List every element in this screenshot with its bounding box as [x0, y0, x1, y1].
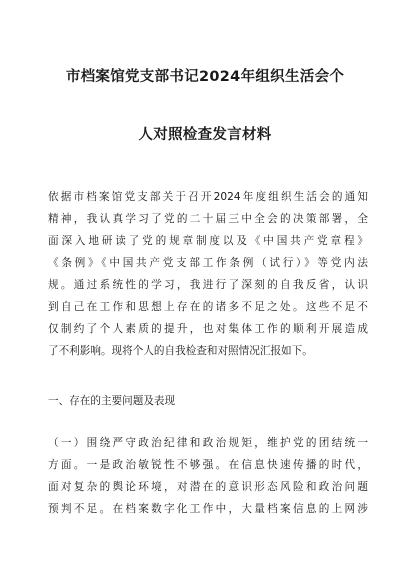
subsection-line: 面对复杂的舆论环境，对潜在的意识形态风险和政治问题: [48, 481, 368, 493]
subsection-line: 预判不足。在档案数字化工作中，大量档案信息的上网涉: [48, 503, 368, 515]
intro-line: 规。通过系统性的学习，我进行了深刻的自我反省，认识: [48, 279, 368, 291]
intro-line: 了不利影响。现将个人的自我检查和对照情况汇报如下。: [48, 345, 313, 357]
intro-line: 面深入地研读了党的规章制度以及《中国共产党章程》: [48, 235, 368, 247]
subsection-line: （一）围绕严守政治纪律和政治规矩，维护党的团结统一: [48, 437, 368, 449]
subsection-line: 方面。一是政治敏锐性不够强。在信息快速传播的时代，: [48, 459, 368, 471]
document-title-line-2: 人对照检查发言材料: [138, 127, 272, 143]
intro-line: 精神，我认真学习了党的二十届三中全会的决策部署，全: [48, 213, 368, 225]
subsection-paragraph: [48, 432, 368, 520]
document-title-line-1: 市档案馆党支部书记2024年组织生活会个: [65, 69, 345, 85]
intro-paragraph: [48, 186, 368, 362]
section-heading: 一、存在的主要问题及表现: [48, 395, 176, 407]
intro-line: 到自己在工作和思想上存在的诸多不足之处。这些不足不: [48, 301, 368, 313]
intro-line: 依据市档案馆党支部关于召开2024年度组织生活会的通知: [48, 191, 368, 203]
intro-line: 《条例》《中国共产党支部工作条例（试行）》等党内法: [48, 257, 368, 269]
intro-line: 仅制约了个人素质的提升，也对集体工作的顺利开展造成: [48, 323, 368, 335]
